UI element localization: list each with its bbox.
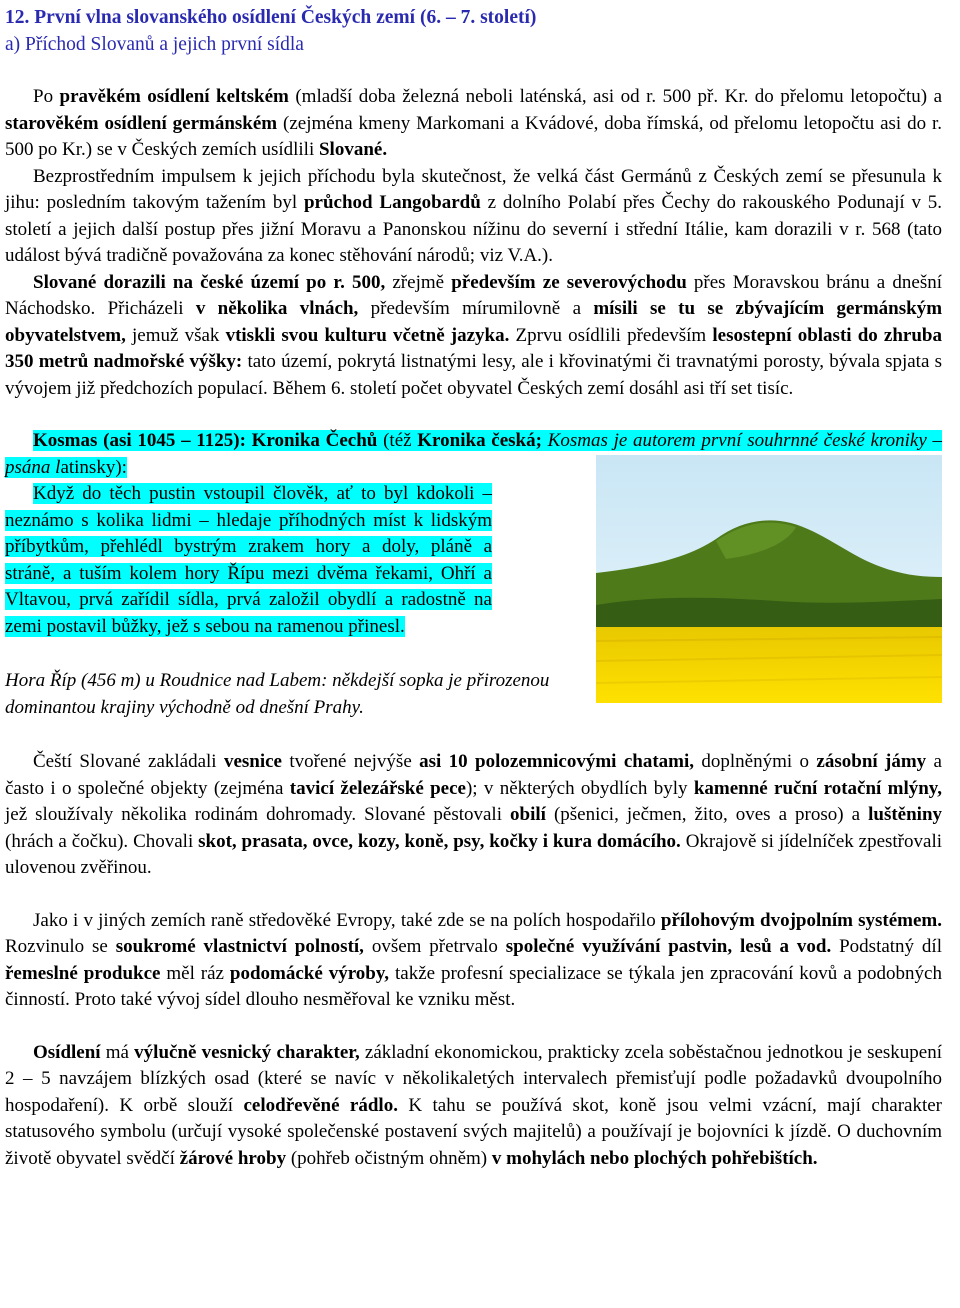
chapter-title: 12. První vlna slovanského osídlení Českých zemí (6. – 7. století) bbox=[5, 7, 537, 28]
section-subtitle: a) Příchod Slovanů a jejich první sídla bbox=[5, 34, 304, 55]
document-page bbox=[5, 4, 942, 1172]
mount-rip-photo bbox=[596, 455, 942, 703]
photo-caption: Hora Říp (456 m) u Roudnice nad Labem: někdejší sopka je přirozenou dominantou krajiny východně od dnešní Prahy. bbox=[5, 670, 550, 718]
intro-paragraph-1: Po pravěkém osídlení keltském (mladší doba železná neboli laténská, asi od r. 500 př. Kr. do přelomu letopočtu) a starověkém osídlení germánském (zejména kmeny Markomani a Kvádové, doba římská, od přelomu letopočtu asi do r. 500 po Kr.) se v Českých zemích usídlili Slované. bbox=[5, 86, 943, 160]
kosmas-quote: Když do těch pustin vstoupil člověk, ať to byl kdokoli – neznámo s kolika lidmi – hledaje příhodných míst k lidským příbytkům, přehlédl bystrým zrakem hory a doly, pláně a stráně, a tuším kolem hory Řípu mezi dvěma řekami, Ohří a Vltavou, prvá zařídil sídla, prvá založil obydlí a radostně na zemi postavil bůžky, jež s sebou na ramenou přinesl. bbox=[5, 483, 492, 637]
kosmas-heading: Kosmas (asi 1045 – 1125): Kronika Čechů (též Kronika česká; Kosmas je autorem první souhrnné české kroniky – psána latinsky): bbox=[5, 430, 942, 478]
intro-paragraph-2: Bezprostředním impulsem k jejich příchodu byla skutečnost, že velká část Germánů z Českých zemí se přesunula k jihu: posledním takovým tažením byl průchod Langobardů z dolního Polabí přes Čechy do rakouského Podunají v 5. století a jejich další postup přes jižní Moravu a Panonskou nížinu do severní i střední Itálie, kam dorazili v r. 568 (tato událost bývá tradičně považována za konec stěhování národů; viz V.A.). bbox=[5, 165, 943, 266]
intro-paragraph-3: Slované dorazili na české území po r. 500, zřejmě především ze severovýchodu přes Moravskou bránu a dnešní Náchodsko. Přicházeli v několika vlnách, především mírumilovně a mísili se tu se zbývajícím germánským obyvatelstvem, jemuž však vtiskli svou kulturu včetně jazyka. Zprvu osídlili především lesostepní oblasti do zhruba 350 metrů nadmořské výšky: tato území, pokrytá listnatými lesy, ale i křovinatými či travnatými porosty, bývala spjata s vývojem již předchozích populací. Během 6. století počet obyvatel Českých zemí dosáhl asi tří set tisíc. bbox=[5, 271, 943, 399]
settlement-paragraph: Osídlení má výlučně vesnický charakter, základní ekonomickou, prakticky zcela soběstačnou jednotkou je seskupení 2 – 5 navzájem blízkých osad (které se navíc v několikaletých intervalech přemisťují podle požadavků dvoupolního hospodaření). K orbě slouží celodřevěné rádlo. K tahu se používá skot, koně jsou velmi vzácní, mají charakter statusového symbolu (určují vysoké společenské postavení svých majitelů) a používají je bojovníci k jízdě. O duchovním životě obyvatel svědčí žárové hroby (pohřeb očistným ohněm) v mohylách nebo plochých pohřebištích. bbox=[5, 1041, 943, 1169]
villages-paragraph: Čeští Slované zakládali vesnice tvořené nejvýše asi 10 polozemnicovými chatami, doplněnými o zásobní jámy a často i o společné objekty (zejména tavicí železářské pece); v některých obydlích byly kamenné ruční rotační mlýny, jež sloužívaly několika rodinám dohromady. Slované pěstovali obilí (pšenici, ječmen, žito, oves a proso) a luštěniny (hrách a čočku). Chovali skot, prasata, ovce, kozy, koně, psy, kočky i kura domácího. Okrajově si jídelníček zpestřovali ulovenou zvěřinou. bbox=[5, 751, 943, 878]
kosmas-section bbox=[5, 428, 942, 721]
farming-paragraph: Jako i v jiných zemích raně středověké Evropy, také zde se na polích hospodařilo přílohovým dvojpolním systémem. Rozvinulo se soukromé vlastnictví polností, ovšem přetrvalo společné využívání pastvin, lesů a vod. Podstatný díl řemeslné produkce měl ráz podomácké výroby, takže profesní specializace se týkala jen zpracování kovů a podobných činností. Proto také vývoj sídel dlouho nesměřoval ke vzniku měst. bbox=[5, 909, 942, 1010]
mount-rip-landscape-photo-icon bbox=[596, 455, 942, 703]
